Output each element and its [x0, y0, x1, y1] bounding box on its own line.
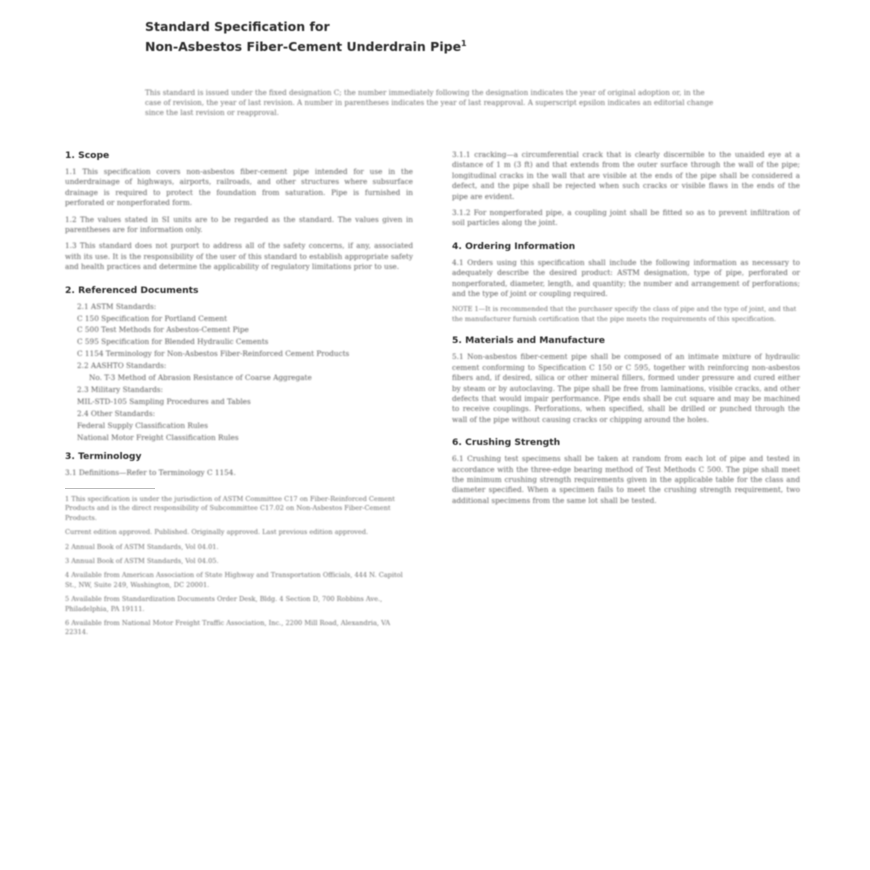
footnote: 3 Annual Book of ASTM Standards, Vol 04.05.	[65, 556, 219, 565]
title-line-1: Standard Specification for	[145, 19, 330, 34]
scope-paragraph-2: 1.2 The values stated in SI units are to be regarded as the standard. The values given in parentheses are for information only.	[65, 214, 413, 235]
title-line-2	[145, 35, 745, 55]
section-heading-ordering-information: 4. Ordering Information	[452, 240, 576, 252]
left-column	[65, 150, 413, 643]
reference-item: 2.3 Military Standards:	[77, 385, 163, 394]
materials-paragraph: 5.1 Non-asbestos fiber-cement pipe shall be composed of an intimate mixture of hydraulic cement conforming to Specification C 150 or C 595, together with reinforcing non-asbestos fibers and, if desired, silica or other mineral fillers, formed under pressure and cured either by steam or by autoclaving. The pipe shall be free from laminations, visible cracks, and other defects that would impair performance. Pipe ends shall be cut square and may be machined to receive couplings. Perforations, when specified, shall be drilled or punched through the wall of the pipe without causing cracks or chipping around the holes.	[452, 352, 800, 424]
reference-item: C 500 Test Methods for Asbestos-Cement Pipe	[77, 325, 249, 335]
reference-item: C 150 Specification for Portland Cement	[77, 313, 228, 323]
terminology-paragraph: 3.1 Definitions—Refer to Terminology C 1154.	[65, 467, 236, 477]
terminology-continued-paragraph-2: 3.1.2 For nonperforated pipe, a coupling joint shall be fitted so as to prevent infiltration of soil particles along the joint.	[452, 208, 800, 228]
reference-item: Federal Supply Classification Rules	[77, 420, 208, 430]
reference-item: C 1154 Terminology for Non-Asbestos Fiber-Reinforced Cement Products	[77, 349, 350, 359]
reference-item: 2.4 Other Standards:	[77, 408, 156, 418]
crushing-strength-paragraph: 6.1 Crushing test specimens shall be taken at random from each lot of pipe and tested in accordance with the three-edge bearing method of Test Methods C 500. The pipe shall meet the minimum crushing strength requirements given in the applicable table for the class and diameter specified. When a specimen fails to meet the crushing strength requirement, two additional specimens from the same lot shall be tested.	[452, 454, 800, 505]
footnote: Current edition approved. Published. Originally approved. Last previous edition approved.	[65, 528, 369, 537]
reference-item: National Motor Freight Classification Rules	[77, 432, 239, 442]
reference-list	[65, 302, 413, 443]
title-text: Non-Asbestos Fiber-Cement Underdrain Pipe	[145, 39, 462, 55]
reference-item: MIL-STD-105 Sampling Procedures and Tables	[77, 396, 251, 406]
reference-item: 2.2 AASHTO Standards:	[77, 361, 167, 371]
section-heading-terminology: 3. Terminology	[65, 450, 142, 462]
footnote: 6 Available from National Motor Freight Traffic Association, Inc., 2200 Mill Road, Alexandria, VA 22314.	[65, 619, 391, 637]
ordering-note: NOTE 1—It is recommended that the purchaser specify the class of pipe and the type of joint, and that the manufacturer furnish certification that the pipe meets the requirements of this specification.	[452, 305, 797, 323]
title-footnote-mark: 1	[461, 39, 467, 48]
document-title	[145, 18, 745, 55]
ordering-paragraph: 4.1 Orders using this specification shall include the following information as necessary to adequately describe the desired product: ASTM designation, type of pipe, perforated or nonperforated, diameter, length, and quantity; the number and arrangement of perforations; and the type of joint or coupling required.	[452, 257, 800, 299]
scope-paragraph-3: 1.3 This standard does not purport to address all of the safety concerns, if any, associated with its use. It is the responsibility of the user of this standard to establish appropriate safety and health practices and determine the applicability of regulatory limitations prior to use.	[65, 241, 413, 272]
section-heading-materials: 5. Materials and Manufacture	[452, 335, 606, 347]
reference-item: No. T-3 Method of Abrasion Resistance of Coarse Aggregate	[89, 373, 312, 383]
section-heading-referenced-documents: 2. Referenced Documents	[65, 284, 199, 296]
designation-note: This standard is issued under the fixed designation C; the number immediately following the designation indicates the year of original adoption or, in the case of revision, the year of last revision. A number in parentheses indicates the year of last reapproval. A superscript epsilon indicates an editorial change since the last revision or reapproval.	[145, 88, 714, 117]
reference-item: 2.1 ASTM Standards:	[77, 301, 157, 311]
footnote: 2 Annual Book of ASTM Standards, Vol 04.01.	[65, 542, 219, 551]
footnotes	[65, 495, 413, 638]
section-heading-scope: 1. Scope	[65, 150, 110, 161]
footnote: 5 Available from Standardization Documents Order Desk, Bldg. 4 Section D, 700 Robbins Ave., Philadelphia, PA 19111.	[65, 595, 383, 613]
footnote-divider	[65, 488, 155, 489]
scope-paragraph-1: 1.1 This specification covers non-asbestos fiber-cement pipe intended for use in the underdrainage of highways, airports, railroads, and other structures where subsurface drainage is required to protect the foundation from saturation. Pipe is furnished in perforated or nonperforated form.	[65, 167, 413, 208]
footnote: 4 Available from American Association of State Highway and Transportation Officials, 444 N. Capitol St., NW, Suite 249, Washington, DC 20001.	[65, 571, 403, 589]
terminology-continued-paragraph-1: 3.1.1 cracking—a circumferential crack that is clearly discernible to the unaided eye at a distance of 1 m (3 ft) and that extends from the outer surface through the wall of the pipe; longitudinal cracks in the wall that are visible at the ends of the pipe shall be considered a defect, and the pipe shall be rejected when such cracks or visible flaws in the ends of the pipe are evident.	[452, 150, 800, 201]
section-heading-crushing-strength: 6. Crushing Strength	[452, 437, 561, 449]
reference-item: C 595 Specification for Blended Hydraulic Cements	[77, 337, 269, 347]
footnote: 1 This specification is under the jurisdiction of ASTM Committee C17 on Fiber-Reinforced Cement Products and is the direct responsibility of Subcommittee C17.02 on Non-Asbestos Fiber-Cement Products.	[65, 494, 395, 522]
right-column	[452, 150, 800, 512]
